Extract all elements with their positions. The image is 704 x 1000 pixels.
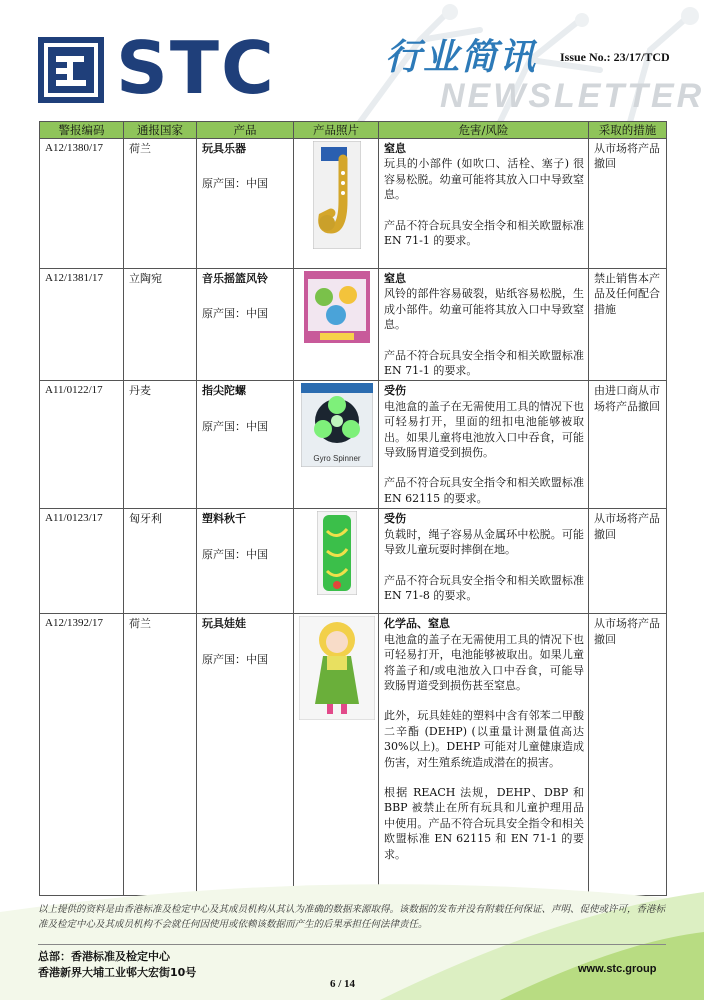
risk-description: 负载时，绳子容易从金属环中松脱。可能导致儿童玩耍时摔倒在地。 bbox=[384, 527, 584, 557]
notifying-country: 丹麦 bbox=[124, 381, 197, 509]
product-photo-cell bbox=[294, 269, 379, 381]
risk-title: 窒息 bbox=[384, 272, 406, 285]
risk-cell bbox=[379, 509, 589, 614]
table-row bbox=[40, 509, 667, 614]
risk-chemical: 此外，玩具娃娃的塑料中含有邻苯二甲酸二辛酯 (DEHP) (以重量计测量值高达 30%以上)。DEHP 可能对儿童健康造成伤害，对生殖系统造成潜在的损害。 bbox=[384, 709, 584, 769]
measures-taken: 从市场将产品撤回 bbox=[589, 139, 667, 269]
product-photo-cell bbox=[294, 509, 379, 614]
risk-standard: 产品不符合玩具安全指令和相关欧盟标准 EN 71-1 的要求。 bbox=[384, 218, 584, 248]
measures-taken: 从市场将产品撤回 bbox=[589, 614, 667, 896]
risk-title: 窒息 bbox=[384, 142, 406, 155]
headquarters-address: 香港新界大埔工业邨大宏街10号 bbox=[38, 966, 197, 979]
table-header-row bbox=[40, 122, 667, 139]
col-header-product: 产品 bbox=[197, 122, 294, 139]
notifying-country: 匈牙利 bbox=[124, 509, 197, 614]
risk-cell bbox=[379, 139, 589, 269]
product-cell bbox=[197, 269, 294, 381]
table-row bbox=[40, 139, 667, 269]
risk-standard: 产品不符合玩具安全指令和相关欧盟标准 EN 71-1 的要求。 bbox=[384, 348, 584, 378]
risk-cell bbox=[379, 381, 589, 509]
product-name: 音乐摇篮风铃 bbox=[202, 272, 268, 285]
alerts-table bbox=[39, 121, 667, 896]
plastic-swing-photo bbox=[317, 511, 357, 595]
toy-saxophone-photo bbox=[313, 141, 361, 249]
product-name: 玩具娃娃 bbox=[202, 617, 246, 631]
product-name: 指尖陀螺 bbox=[202, 384, 246, 398]
product-cell bbox=[197, 614, 294, 896]
newsletter-title-cn: 行业简讯 bbox=[385, 37, 538, 78]
table-row bbox=[40, 614, 667, 896]
product-name: 塑料秋千 bbox=[202, 512, 246, 526]
notifying-country: 荷兰 bbox=[124, 139, 197, 269]
stc-logo-icon bbox=[38, 37, 104, 103]
risk-description: 玩具的小部件 (如吹口、活栓、塞子) 很容易松脱。幼童可能将其放入口中导致窒息。 bbox=[384, 157, 584, 202]
product-photo-cell bbox=[294, 139, 379, 269]
measures-taken: 从市场将产品撤回 bbox=[589, 509, 667, 614]
page-number: 6 / 14 bbox=[330, 978, 356, 990]
product-photo-cell bbox=[294, 381, 379, 509]
col-header-photo: 产品照片 bbox=[294, 122, 379, 139]
alert-code: A12/1392/17 bbox=[40, 614, 124, 896]
risk-cell bbox=[379, 269, 589, 381]
website-link[interactable]: www.stc.group bbox=[578, 963, 657, 975]
risk-standard: 产品不符合玩具安全指令和相关欧盟标准 EN 62115 的要求。 bbox=[384, 476, 584, 505]
risk-title: 受伤 bbox=[384, 512, 406, 526]
notifying-country: 立陶宛 bbox=[124, 269, 197, 381]
product-origin: 原产国：中国 bbox=[202, 307, 268, 321]
issue-number: Issue No.: 23/17/TCD bbox=[560, 50, 670, 64]
risk-description: 电池盒的盖子在无需使用工具的情况下也可轻易打开，里面的纽扣电池能够被取出。如果儿童将电池放入口中吞食，可能导致肠胃道受到损伤。 bbox=[384, 399, 584, 460]
risk-title: 化学品、窒息 bbox=[384, 617, 450, 631]
product-origin: 原产国：中国 bbox=[202, 652, 268, 666]
measures-taken: 由进口商从市场将产品撤回 bbox=[589, 381, 667, 509]
fidget-spinner-photo bbox=[301, 383, 373, 467]
risk-cell bbox=[379, 614, 589, 896]
table-row bbox=[40, 269, 667, 381]
alert-code: A11/0122/17 bbox=[40, 381, 124, 509]
photo-label: Gyro Spinner bbox=[312, 454, 361, 464]
product-photo-cell bbox=[294, 614, 379, 896]
newsletter-watermark: NEWSLETTER bbox=[440, 77, 704, 115]
product-cell bbox=[197, 381, 294, 509]
stc-logo-mark bbox=[38, 37, 104, 103]
notifying-country: 荷兰 bbox=[124, 614, 197, 896]
alert-code: A12/1381/17 bbox=[40, 269, 124, 381]
alert-code: A12/1380/17 bbox=[40, 139, 124, 269]
table-row bbox=[40, 381, 667, 509]
alert-code: A11/0123/17 bbox=[40, 509, 124, 614]
footer-divider bbox=[38, 944, 666, 945]
risk-title: 受伤 bbox=[384, 384, 406, 398]
musical-mobile-photo bbox=[304, 271, 370, 343]
col-header-risk: 危害/风险 bbox=[379, 122, 589, 139]
col-header-country: 通报国家 bbox=[124, 122, 197, 139]
product-cell bbox=[197, 139, 294, 269]
toy-doll-photo bbox=[299, 616, 375, 720]
risk-standard: 产品不符合玩具安全指令和相关欧盟标准EN 71-8 的要求。 bbox=[384, 573, 584, 602]
product-cell bbox=[197, 509, 294, 614]
newsletter-header bbox=[0, 0, 704, 122]
product-name: 玩具乐器 bbox=[202, 142, 246, 155]
stc-logo-text: STC bbox=[116, 26, 276, 110]
measures-taken: 禁止销售本产品及任何配合措施 bbox=[589, 269, 667, 381]
product-origin: 原产国：中国 bbox=[202, 177, 268, 191]
risk-standard: 根据 REACH 法规，DEHP、DBP 和 BBP 被禁止在所有玩具和儿童护理用品中使用。产品不符合玩具安全指令和相关欧盟标准 EN 62115 和 EN 71-1 的要求。 bbox=[384, 785, 584, 861]
risk-description: 风铃的部件容易破裂，贴纸容易松脱，生成小部件。幼童可能将其放入口中导致窒息。 bbox=[384, 287, 584, 332]
col-header-measures: 采取的措施 bbox=[589, 122, 667, 139]
product-origin: 原产国：中国 bbox=[202, 547, 268, 561]
headquarters-label: 总部：香港标准及检定中心 bbox=[38, 950, 170, 963]
disclaimer-text: 以上提供的资料是由香港标准及检定中心及其成员机构从其认为准确的数据来源取得。该数据的发布并没有附载任何保证、声明、促使或许可，香港标准及检定中心及其成员机构不会就任何因使用或依赖该数据而产生的后果承担任何法律责任。 bbox=[38, 904, 666, 930]
col-header-alert-code: 警报编码 bbox=[40, 122, 124, 139]
risk-description: 电池盒的盖子在无需使用工具的情况下也可轻易打开，电池能够被取出。如果儿童将盖子和/或电池放入口中吞食，可能导致肠胃道受到损伤甚至窒息。 bbox=[384, 632, 584, 692]
product-origin: 原产国：中国 bbox=[202, 419, 268, 433]
